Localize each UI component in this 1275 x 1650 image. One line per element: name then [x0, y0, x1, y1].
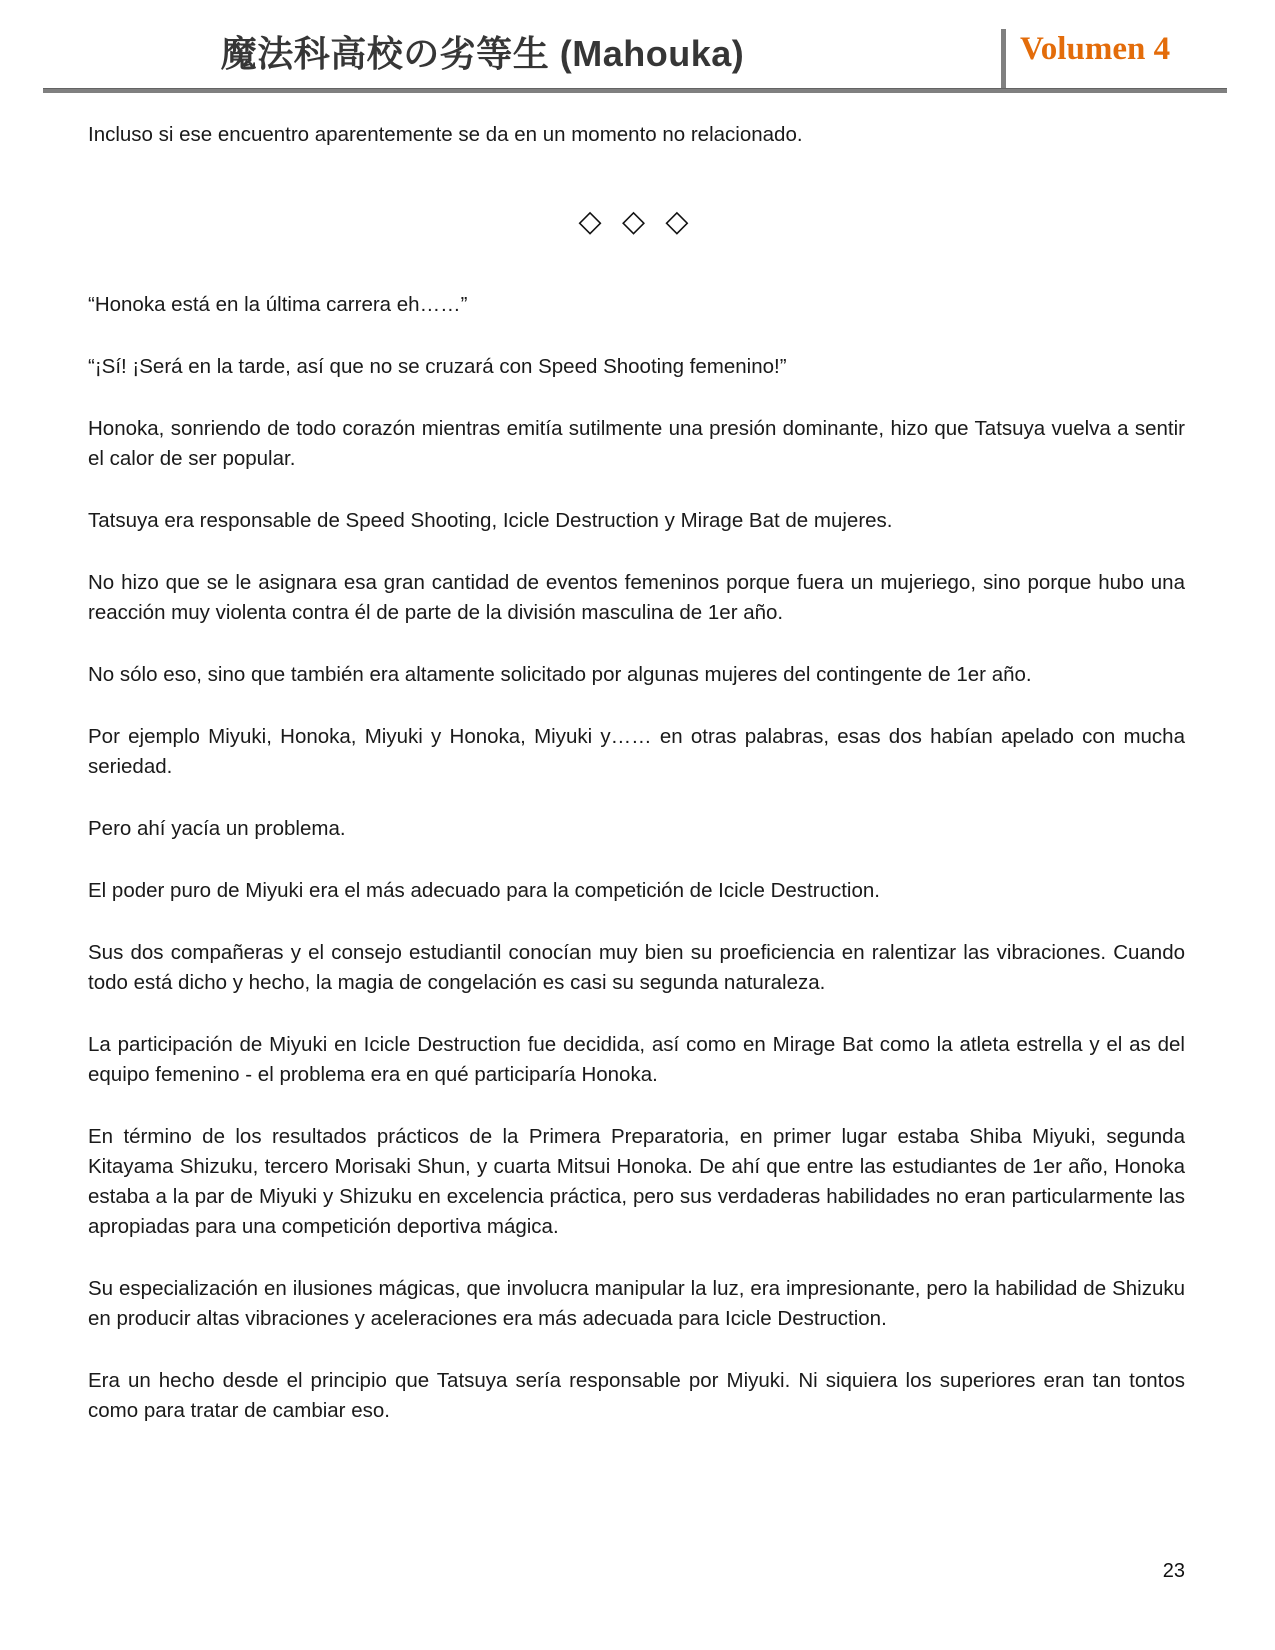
header-vertical-divider: [1001, 29, 1006, 90]
scene-break-diamonds: ◇ ◇ ◇: [578, 205, 695, 238]
paragraph: Sus dos compañeras y el consejo estudiantil conocían muy bien su proeficiencia en ralentizar las vibraciones. Cuando todo está dicho y hecho, la magia de congelación es casi su segunda naturaleza.: [88, 941, 1185, 994]
document-title: 魔法科高校の劣等生 (Mahouka): [220, 33, 745, 74]
header-horizontal-rule: [43, 88, 1227, 93]
paragraph: El poder puro de Miyuki era el más adecuado para la competición de Icicle Destruction.: [88, 879, 880, 902]
paragraph: Incluso si ese encuentro aparentemente se da en un momento no relacionado.: [88, 123, 803, 146]
paragraph: Su especialización en ilusiones mágicas, que involucra manipular la luz, era impresionante, pero la habilidad de Shizuku en producir altas vibraciones y aceleraciones era más adecuada para Icicle Destruction.: [88, 1277, 1185, 1330]
paragraph: Era un hecho desde el principio que Tatsuya sería responsable por Miyuki. Ni siquiera los superiores eran tan tontos como para tratar de cambiar eso.: [88, 1369, 1185, 1422]
paragraph: La participación de Miyuki en Icicle Destruction fue decidida, así como en Mirage Bat como la atleta estrella y el as del equipo femenino - el problema era en qué participaría Honoka.: [88, 1033, 1185, 1086]
dialogue-paragraph: “¡Sí! ¡Será en la tarde, así que no se cruzará con Speed Shooting femenino!”: [88, 355, 787, 378]
paragraph: No hizo que se le asignara esa gran cantidad de eventos femeninos porque fuera un mujeriego, sino porque hubo una reacción muy violenta contra él de parte de la división masculina de 1er año.: [88, 571, 1185, 624]
dialogue-paragraph: “Honoka está en la última carrera eh……”: [88, 293, 468, 316]
paragraph: Por ejemplo Miyuki, Honoka, Miyuki y Honoka, Miyuki y…… en otras palabras, esas dos habían apelado con mucha seriedad.: [88, 725, 1185, 778]
paragraph: No sólo eso, sino que también era altamente solicitado por algunas mujeres del contingente de 1er año.: [88, 663, 1032, 686]
volume-label: Volumen 4: [1020, 31, 1171, 67]
paragraph: Tatsuya era responsable de Speed Shooting, Icicle Destruction y Mirage Bat de mujeres.: [88, 509, 893, 532]
paragraph: Honoka, sonriendo de todo corazón mientras emitía sutilmente una presión dominante, hizo que Tatsuya vuelva a sentir el calor de ser popular.: [88, 417, 1185, 470]
page-body: [88, 120, 1185, 1458]
paragraph: Pero ahí yacía un problema.: [88, 817, 346, 840]
paragraph: En término de los resultados prácticos de la Primera Preparatoria, en primer lugar estaba Shiba Miyuki, segunda Kitayama Shizuku, tercero Morisaki Shun, y cuarta Mitsui Honoka. De ahí que entre las estudiantes de 1er año, Honoka estaba a la par de Miyuki y Shizuku en excelencia práctica, pero sus verdaderas habilidades no eran particularmente las apropiadas para una competición deportiva mágica.: [88, 1125, 1185, 1238]
page-number: 23: [1162, 1560, 1185, 1582]
